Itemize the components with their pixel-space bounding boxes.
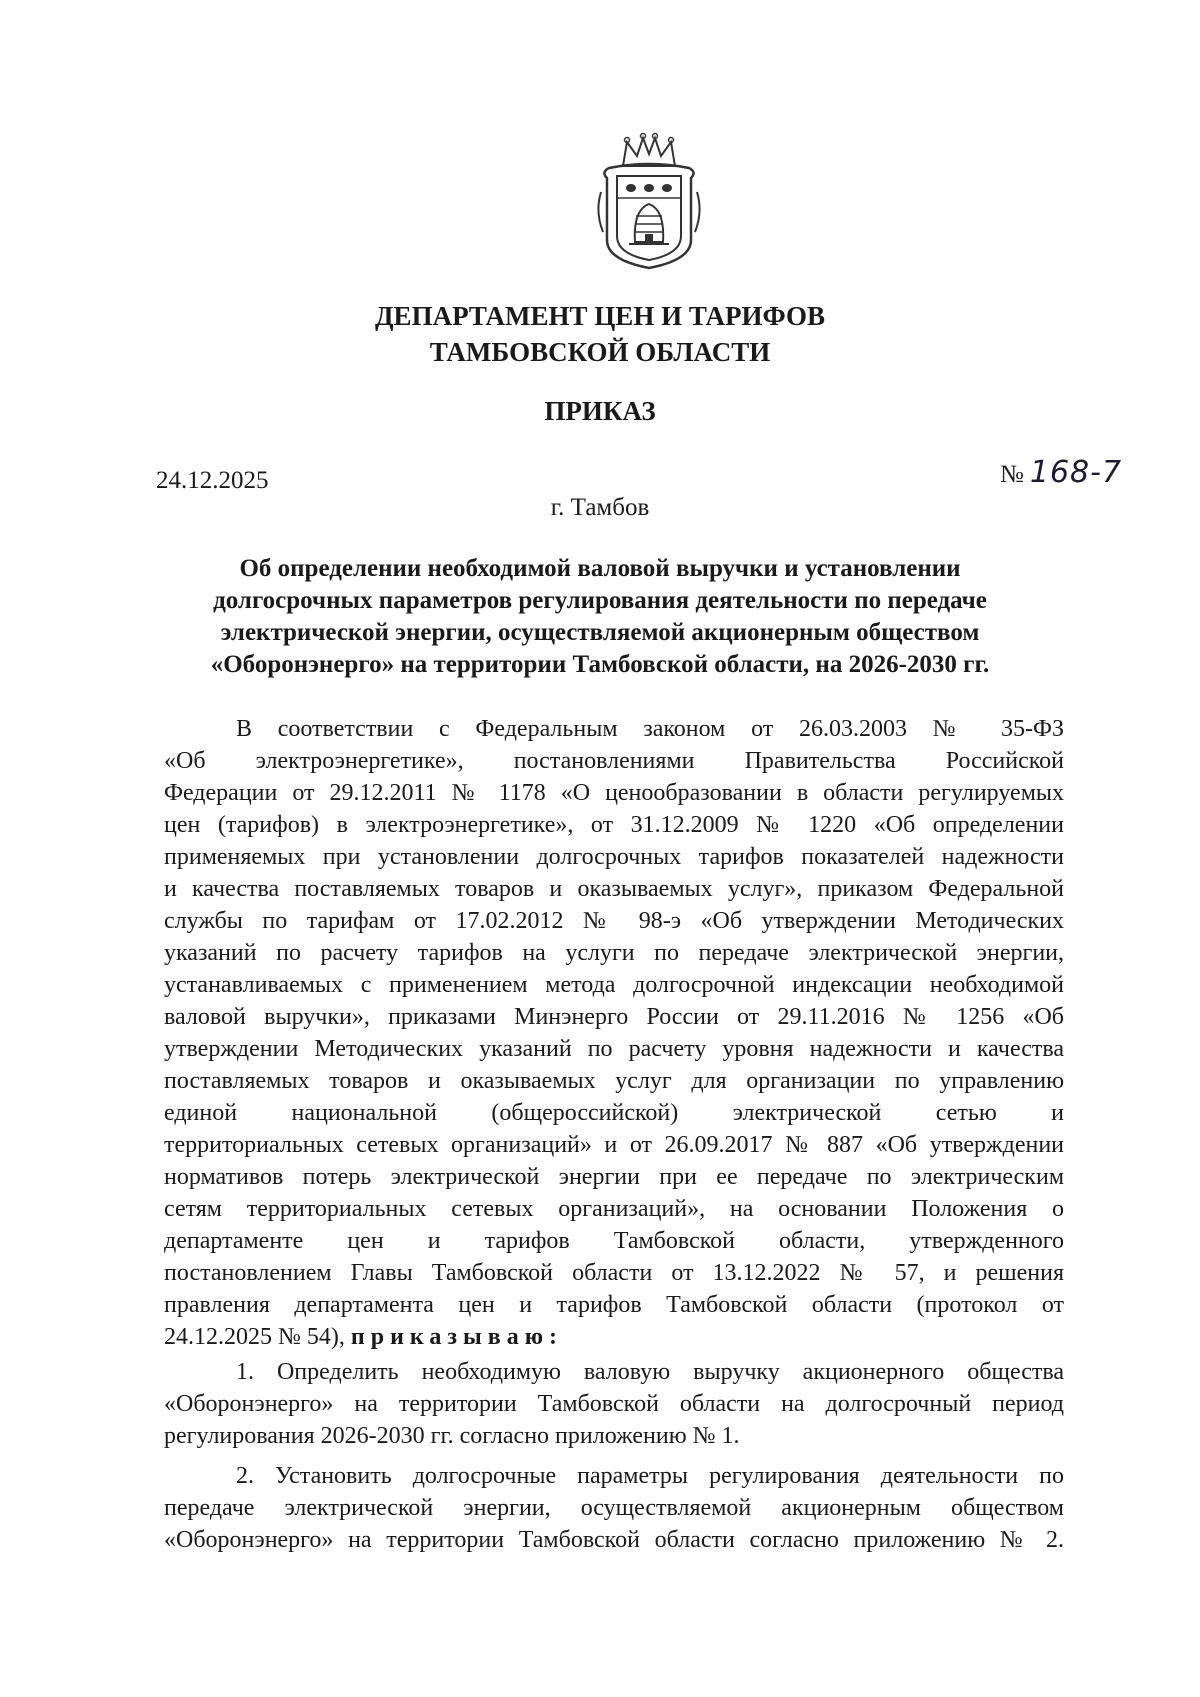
text-line: постановлением Главы Тамбовской области от 13.12.2022 № 57, и решения (164, 1260, 1064, 1286)
org-name-line1: ДЕПАРТАМЕНТ ЦЕН И ТАРИФОВ (374, 301, 826, 331)
text-line: В соответствии с Федеральным законом от 26.03.2003 № 35-ФЗ (236, 716, 1064, 742)
text-line: Федерации от 29.12.2011 № 1178 «О ценообразовании в области регулируемых (164, 780, 1064, 806)
text-line: 2. Установить долгосрочные параметры регулирования деятельности по (236, 1463, 1064, 1489)
text-line: и качества поставляемых товаров и оказываемых услуг», приказом Федеральной (164, 876, 1064, 902)
item-2 (164, 1460, 1064, 1556)
document-type: ПРИКАЗ (544, 396, 656, 426)
text-line: «Оборонэнерго» на территории Тамбовской области на долгосрочный период (164, 1391, 1064, 1417)
text-line (164, 1321, 1064, 1353)
text-line: поставляемых товаров и оказываемых услуг для организации по управлению (164, 1068, 1064, 1094)
document-title (0, 553, 1200, 681)
preamble-paragraph (164, 713, 1064, 1353)
title-line: «Оборонэнерго» на территории Тамбовской области, на 2026-2030 гг. (210, 651, 990, 678)
text-line: правления департамента цен и тарифов Тамбовской области (протокол от (164, 1292, 1064, 1318)
protocol-ref: 24.12.2025 № 54), (164, 1324, 345, 1350)
text-line: единой национальной (общероссийской) электрической сетью и (164, 1100, 1064, 1126)
text-line: службы по тарифам от 17.02.2012 № 98-э «Об утверждении Методических (164, 908, 1064, 934)
text-line: 1. Определить необходимую валовую выручку акционерного общества (236, 1359, 1064, 1385)
text-line: валовой выручки», приказами Минэнерго России от 29.11.2016 № 1256 «Об (164, 1004, 1064, 1030)
text-line: нормативов потерь электрической энергии при ее передаче по электрическим (164, 1164, 1064, 1190)
text-line: цен (тарифов) в электроэнергетике», от 31.12.2009 № 1220 «Об определении (164, 812, 1064, 838)
item-1 (164, 1356, 1064, 1452)
text-line: утверждении Методических указаний по расчету уровня надежности и качества (164, 1036, 1064, 1062)
title-line: долгосрочных параметров регулирования деятельности по передаче (213, 587, 987, 614)
text-line: территориальных сетевых организаций» и от 26.09.2017 № 887 «Об утверждении (164, 1132, 1064, 1158)
text-line: регулирования 2026-2030 гг. согласно приложению № 1. (164, 1423, 740, 1449)
text-line: применяемых при установлении долгосрочных тарифов показателей надежности (164, 844, 1064, 870)
handwritten-number: 168-7 (1029, 455, 1123, 490)
number-label: № (1000, 461, 1024, 488)
text-line: указаний по расчету тарифов на услуги по передаче электрической энергии, (164, 940, 1064, 966)
document-number (1000, 455, 1122, 490)
city: г. Тамбов (550, 494, 650, 521)
document-date: 24.12.2025 (156, 467, 269, 494)
text-line: «Об электроэнергетике», постановлениями Правительства Российской (164, 748, 1064, 774)
text-line: передаче электрической энергии, осуществляемой акционерным обществом (164, 1495, 1064, 1521)
org-name-line2: ТАМБОВСКОЙ ОБЛАСТИ (429, 337, 771, 367)
order-word: приказываю: (350, 1324, 564, 1350)
text-line: сетям территориальных сетевых организаций», на основании Положения о (164, 1196, 1064, 1222)
title-line: электрической энергии, осуществляемой акционерным обществом (220, 619, 980, 646)
text-line: департаменте цен и тарифов Тамбовской области, утвержденного (164, 1228, 1064, 1254)
title-line: Об определении необходимой валовой выручки и установлении (239, 555, 961, 582)
tambov-coat-of-arms-icon (593, 132, 705, 272)
text-line: «Оборонэнерго» на территории Тамбовской области согласно приложению № 2. (164, 1527, 1064, 1553)
text-line: устанавливаемых с применением метода долгосрочной индексации необходимой (164, 972, 1064, 998)
